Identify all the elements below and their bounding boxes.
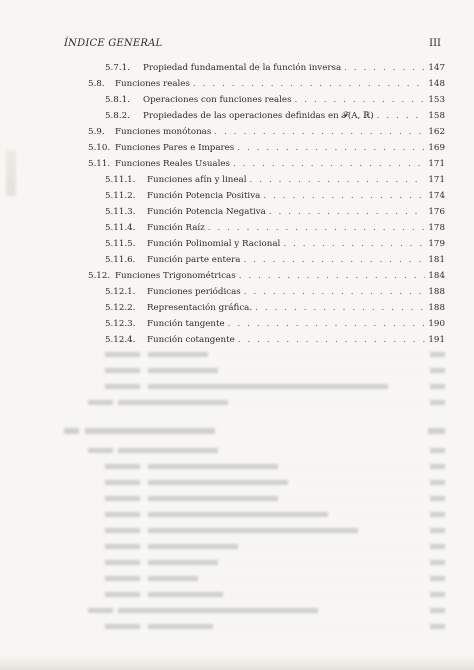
toc-entry-page: 176 [428,207,445,217]
faded-line [105,528,140,533]
faded-line [430,528,445,533]
toc-entry-title: Funciones Trigonométricas [115,271,236,281]
faded-line [430,368,445,373]
leader-dots [269,206,426,219]
faded-line [430,352,445,357]
toc-entry [105,206,445,219]
toc-entry-number: 5.8. [88,79,105,89]
faded-line [148,368,218,373]
toc-entry-page: 179 [428,239,445,249]
leader-dots [255,302,425,315]
toc-entry-number: 5.8.1. [105,95,130,105]
toc-entry-number: 5.9. [88,127,105,137]
toc-entry [88,158,445,171]
toc-entry [105,174,445,187]
faded-line [105,576,140,581]
faded-line [148,384,388,389]
toc-entry-page: 148 [428,79,445,89]
toc-entry-number: 5.11.3. [105,207,136,217]
faded-line [430,592,445,597]
toc-entry-title: Funciones reales [115,79,190,89]
faded-line [118,400,228,405]
page-bottom-shadow [0,656,474,670]
leader-dots [239,270,426,283]
faded-line [148,496,278,501]
toc-entry-number: 5.11.6. [105,255,136,265]
toc-entry-title: Funciones Pares e Impares [115,143,235,153]
toc-entry [105,110,445,123]
toc-entry-number: 5.7.1. [105,63,130,73]
toc-entry-title: Propiedad fundamental de la función inversa [143,63,342,73]
toc-entry [105,62,445,75]
leader-dots [214,126,425,139]
faded-line [148,528,358,533]
faded-line [148,512,328,517]
faded-line [148,592,223,597]
toc-entry [105,302,445,315]
faded-line [430,400,445,405]
toc-entry-title: Funciones monótonas [115,127,212,137]
faded-line [105,352,140,357]
faded-line [430,624,445,629]
toc-entry-number: 5.12.2. [105,303,136,313]
toc-entry-number: 5.11.1. [105,175,136,185]
toc-entry [105,318,445,331]
leader-dots [208,222,426,235]
toc-entry [105,238,445,251]
faded-line [430,464,445,469]
toc-entry-page: 181 [428,255,445,265]
toc-entry [105,334,445,347]
toc-entry-number: 5.11. [88,159,111,169]
faded-entries-region [0,348,474,638]
faded-line [430,496,445,501]
toc-entry-title: Representación gráfica. [147,303,253,313]
faded-line [430,608,445,613]
header-title: ÍNDICE GENERAL [64,38,163,49]
leader-dots [295,94,426,107]
toc-entry-page: 171 [428,159,445,169]
faded-line [105,496,140,501]
toc-entry-number: 5.11.5. [105,239,136,249]
faded-line [430,384,445,389]
toc-entry [88,142,445,155]
toc-entry-page: 171 [428,175,445,185]
leader-dots [193,78,426,91]
toc-entry-number: 5.12. [88,271,111,281]
toc-entry-page: 191 [428,335,445,345]
toc-entry [88,78,445,91]
toc-entry [105,94,445,107]
page-edge-mark [6,150,16,196]
toc-entry-page: 184 [428,271,445,281]
leader-dots [283,238,425,251]
toc-entry-number: 5.10. [88,143,111,153]
toc-entry-page: 190 [428,319,445,329]
toc-entry-title: Función Raíz [147,223,205,233]
faded-line [105,592,140,597]
faded-line [148,480,288,485]
faded-line [148,544,238,549]
toc-entry [105,286,445,299]
toc-entry-page: 147 [428,63,445,73]
toc-entry-page: 178 [428,223,445,233]
toc-entry-title: Funciones periódicas [147,287,241,297]
faded-line [148,464,278,469]
running-header [64,38,441,52]
toc-entry [105,190,445,203]
toc-entry-title: Funciones Reales Usuales [115,159,230,169]
faded-line [118,448,218,453]
leader-dots [344,62,425,75]
faded-line [105,384,140,389]
toc-entry-title: Operaciones con funciones reales [143,95,292,105]
faded-line [105,464,140,469]
faded-line [430,512,445,517]
toc-entry [88,126,445,139]
toc-entry-page: 188 [428,303,445,313]
header-page-number: III [429,38,441,49]
faded-line [105,544,140,549]
leader-dots [243,254,425,267]
faded-line [430,544,445,549]
toc-entry-number: 5.12.3. [105,319,136,329]
toc-entry-page: 153 [428,95,445,105]
faded-line [148,576,198,581]
leader-dots [250,174,426,187]
toc-entry-title: Función tangente [147,319,225,329]
faded-line [118,608,318,613]
faded-line [88,608,113,613]
faded-line [430,448,445,453]
faded-line [105,368,140,373]
toc-entry-number: 5.11.2. [105,191,136,201]
toc-entry-title: Función Potencia Positiva [147,191,261,201]
leader-dots [237,142,425,155]
faded-line [88,400,113,405]
faded-line [105,560,140,565]
leader-dots [244,286,426,299]
leader-dots [377,110,426,123]
toc-entry-page: 158 [428,111,445,121]
toc-entry-number: 5.12.1. [105,287,136,297]
faded-line [85,428,215,434]
leader-dots [238,334,426,347]
faded-line [148,624,213,629]
faded-line [105,512,140,517]
toc-entry [105,222,445,235]
faded-line [105,624,140,629]
toc-entry-number: 5.8.2. [105,111,130,121]
toc-entry-number: 5.12.4. [105,335,136,345]
toc-entry-page: 162 [428,127,445,137]
toc-entry-page: 169 [428,143,445,153]
toc-entry-page: 188 [428,287,445,297]
faded-line [148,560,218,565]
toc-entry [105,254,445,267]
faded-line [430,560,445,565]
faded-line [430,576,445,581]
faded-line [64,428,79,434]
faded-line [148,352,208,357]
leader-dots [233,158,425,171]
faded-line [430,480,445,485]
toc-entry-title: Función parte entera [147,255,241,265]
toc-entry-page: 174 [428,191,445,201]
toc-entry-title: Función cotangente [147,335,235,345]
leader-dots [263,190,425,203]
toc-entry-title: Funciones afín y lineal [147,175,247,185]
toc-entry-title: Propiedades de las operaciones definidas en 𝓕(A, ℝ) [143,111,374,121]
faded-line [88,448,113,453]
faded-line [105,480,140,485]
faded-line [428,428,445,434]
toc-entry [88,270,445,283]
leader-dots [228,318,426,331]
toc-entry-number: 5.11.4. [105,223,136,233]
toc-entry-title: Función Potencia Negativa [147,207,266,217]
toc-entry-title: Función Polinomial y Racional [147,239,281,249]
